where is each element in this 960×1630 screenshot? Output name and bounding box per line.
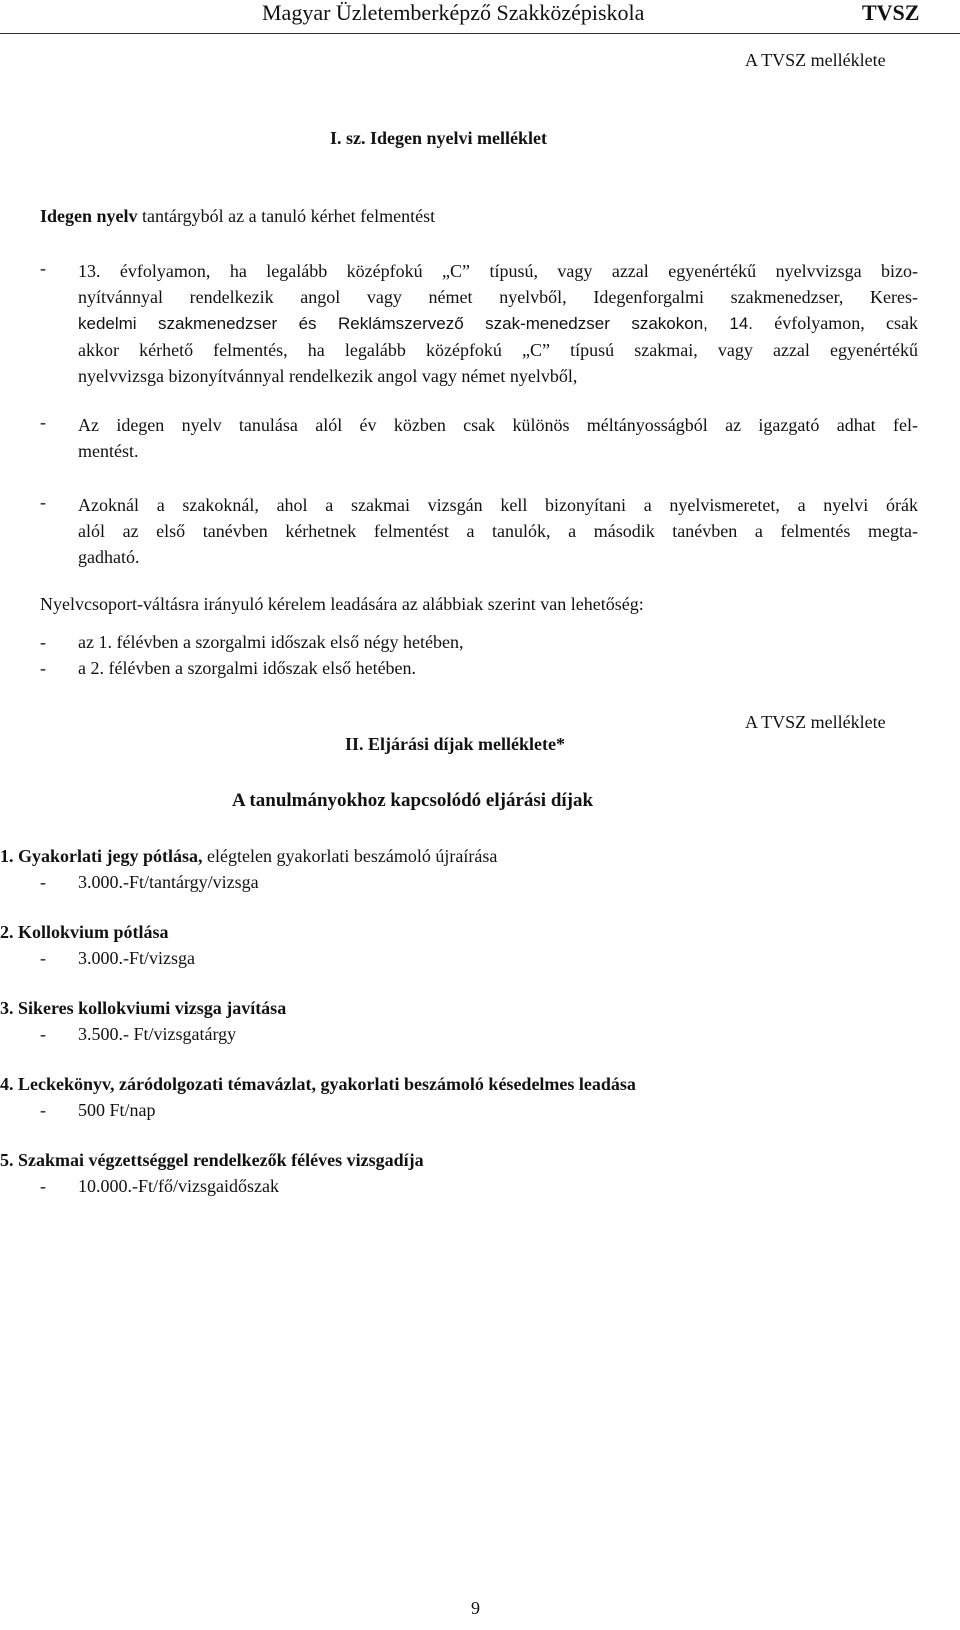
bullet-dash: -	[40, 1176, 46, 1196]
bullet-dash: -	[40, 658, 46, 678]
bullet-dash: -	[40, 632, 46, 652]
fee-amount: 500 Ft/nap	[78, 1100, 156, 1120]
annex2-label: A TVSZ melléklete	[745, 712, 886, 732]
bullet2-line1: Az idegen nyelv tanulása alól év közben csak különös méltányosságból az igazgató adhat fel-	[78, 415, 918, 435]
bullet3-line3: gadható.	[78, 547, 140, 567]
bullet-dash: -	[40, 1100, 46, 1120]
bullet3-line1: Azoknál a szakoknál, ahol a szakmai vizsgán kell bizonyítani a nyelvismeretet, a nyelvi órák	[78, 495, 918, 515]
annex1-bullet1	[78, 258, 918, 389]
header-divider	[0, 33, 960, 34]
page-number: 9	[471, 1598, 480, 1618]
annex1-bullet3	[78, 492, 918, 570]
group-change-intro: Nyelvcsoport-váltásra irányuló kérelem leadására az alábbiak szerint van lehetőség:	[40, 594, 644, 614]
bullet1-line1: 13. évfolyamon, ha legalább középfokú „C” típusú, vagy azzal egyenértékű nyelvvizsga bizo-	[78, 261, 918, 281]
annex1-bullet2	[78, 412, 918, 464]
fee-item-heading: 5. Szakmai végzettséggel rendelkezők féléves vizsgadíja	[0, 1150, 424, 1170]
fee-amount: 3.000.-Ft/vizsga	[78, 948, 195, 968]
fee-heading-rest: elégtelen gyakorlati beszámoló újraírása	[202, 846, 498, 866]
bullet-dash: -	[40, 1024, 46, 1044]
bullet1-line5: nyelvvizsga bizonyítvánnyal rendelkezik angol vagy német nyelvből,	[78, 366, 578, 386]
fee-amount: 10.000.-Ft/fő/vizsgaidőszak	[78, 1176, 279, 1196]
fee-item-heading	[0, 846, 497, 867]
bullet1-line4: akkor kérhető felmentés, ha legalább középfokú „C” típusú szakmai, vagy azzal egyenértékű	[78, 340, 918, 360]
bullet2-line2: mentést.	[78, 441, 139, 461]
bullet-dash: -	[40, 258, 46, 278]
annex2-subtitle: A tanulmányokhoz kapcsolódó eljárási díjak	[232, 790, 594, 811]
group-change-item: az 1. félévben a szorgalmi időszak első négy hetében,	[78, 632, 464, 652]
bullet-dash: -	[40, 948, 46, 968]
annex1-subtitle	[40, 206, 435, 227]
fee-amount: 3.500.- Ft/vizsgatárgy	[78, 1024, 237, 1044]
bullet-dash: -	[40, 872, 46, 892]
bullet1-line2: nyítvánnyal rendelkezik angol vagy német nyelvből, Idegenforgalmi szakmenedzser, Keres-	[78, 287, 918, 307]
fee-item-heading: 4. Leckekönyv, záródolgozati témavázlat, gyakorlati beszámoló késedelmes leadása	[0, 1074, 636, 1094]
bullet3-line2: alól az első tanévben kérhetnek felmentést a tanulók, a második tanévben a felmentés megta-	[78, 521, 918, 541]
fee-amount: 3.000.-Ft/tantárgy/vizsga	[78, 872, 259, 892]
annex1-title: I. sz. Idegen nyelvi melléklet	[330, 128, 547, 148]
annex1-label: A TVSZ melléklete	[745, 50, 886, 70]
fee-heading-bold: 1. Gyakorlati jegy pótlása,	[0, 846, 203, 866]
subtitle-rest: tantárgyból az a tanuló kérhet felmentést	[137, 206, 436, 226]
fee-item-heading: 3. Sikeres kollokviumi vizsga javítása	[0, 998, 287, 1018]
header-doc-tag: TVSZ	[862, 0, 920, 25]
fee-item-heading: 2. Kollokvium pótlása	[0, 922, 169, 942]
annex2-title: II. Eljárási díjak melléklete*	[345, 734, 565, 754]
bullet1-line3-sans: kedelmi szakmenedzser és Reklámszervező szak-menedzser szakokon, 14.	[78, 314, 754, 333]
bullet1-line3	[78, 310, 918, 337]
bullet-dash: -	[40, 412, 46, 432]
bullet-dash: -	[40, 492, 46, 512]
header-school-name: Magyar Üzletemberképző Szakközépiskola	[262, 0, 645, 25]
group-change-item: a 2. félévben a szorgalmi időszak első hetében.	[78, 658, 417, 678]
bullet1-line3-rest: évfolyamon, csak	[753, 313, 918, 333]
subtitle-bold: Idegen nyelv	[40, 206, 138, 226]
